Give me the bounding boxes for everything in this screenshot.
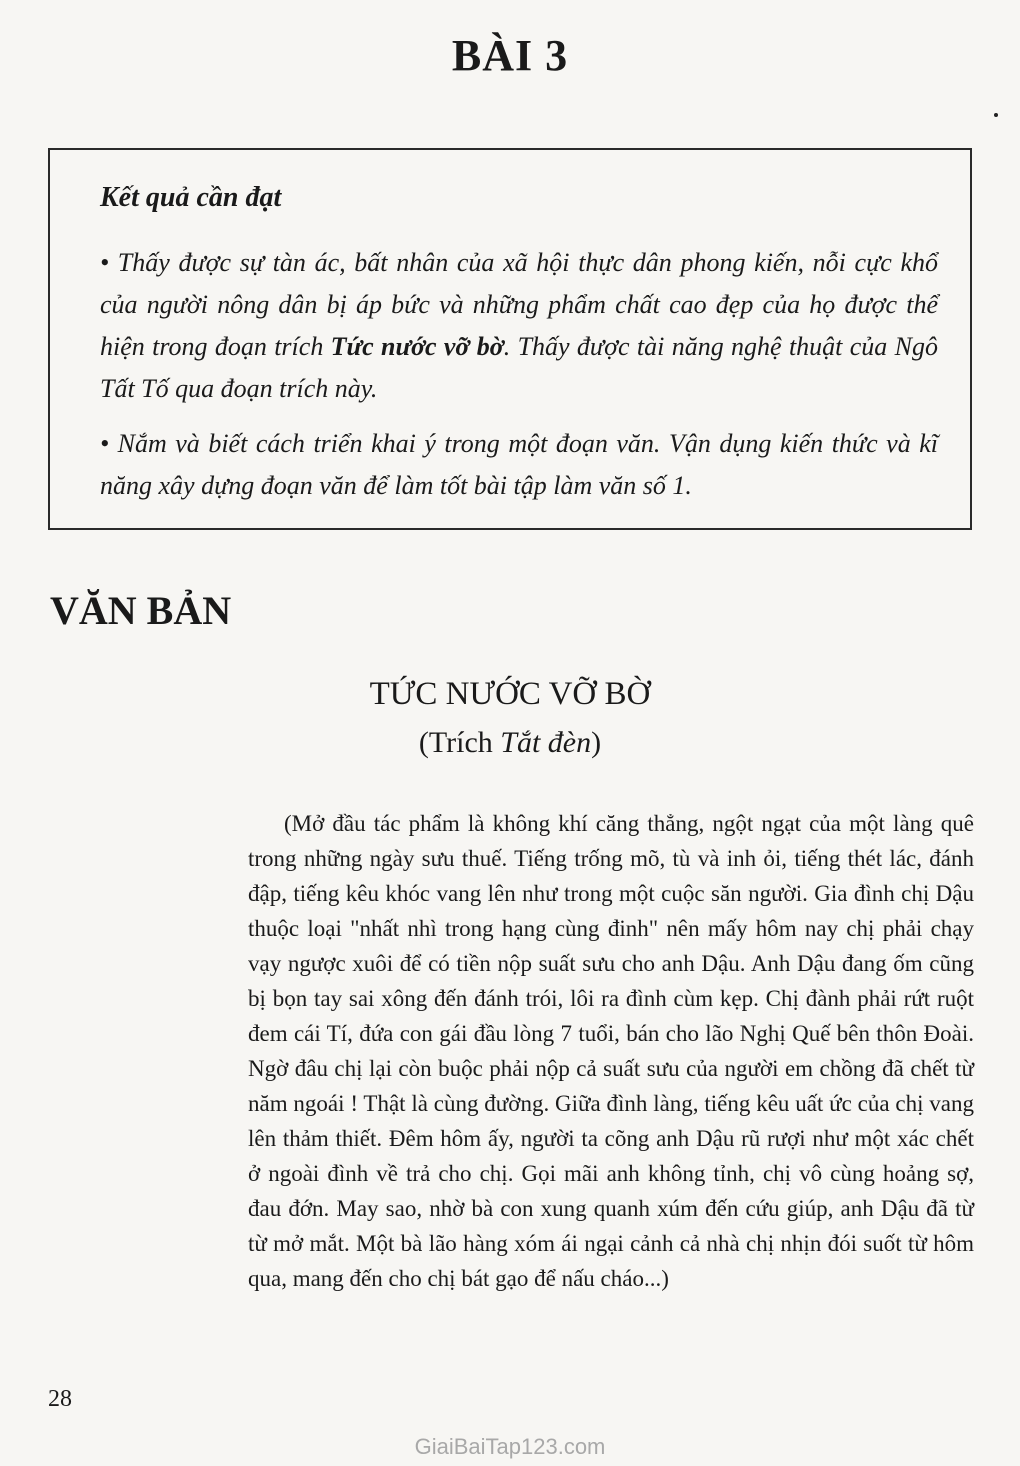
intro-paragraph: (Mở đầu tác phẩm là không khí căng thẳng, ngột ngạt của một làng quê trong những ngày sưu thuế. Tiếng trống mõ, tù và inh ỏi, tiếng thét lác, đánh đập, tiếng kêu khóc vang lên như trong một cuộc săn người. Gia đình chị Dậu thuộc loại "nhất nhì trong hạng cùng đinh" nên mấy hôm nay chị phải chạy vạy ngược xuôi để có tiền nộp suất sưu cho anh Dậu. Anh Dậu đang ốm cũng bị bọn tay sai xông đến đánh trói, lôi ra đình cùm kẹp. Chị đành phải rứt ruột đem cái Tí, đứa con gái đầu lòng 7 tuổi, bán cho lão Nghị Quế bên thôn Đoài. Ngờ đâu chị lại còn buộc phải nộp cả suất sưu của người em chồng đã chết từ năm ngoái ! Thật là cùng đường. Giữa đình làng, tiếng kêu uất ức của chị vang lên thảm thiết. Đêm hôm ấy, người ta cõng anh Dậu rũ rượi như một xác chết ở ngoài đình về trả cho chị. Gọi mãi anh không tỉnh, chị vô cùng hoảng sợ, đau đớn. May sao, nhờ bà con xung quanh xúm đến cứu giúp, anh Dậu đã từ từ mở mắt. Một bà lão hàng xóm ái ngại cảnh cả nhà chị nhịn đói suốt từ hôm qua, mang đến cho chị bát gạo để nấu cháo...) <box>248 811 974 1291</box>
goal-item-2: • Nắm và biết cách triển khai ý trong một đoạn văn. Vận dụng kiến thức và kĩ năng xây dựng đoạn văn để làm tốt bài tập làm văn số 1. <box>100 429 938 500</box>
goal-item-1 <box>100 242 938 410</box>
source-work-title: Tắt đèn <box>500 726 592 759</box>
section-title: VĂN BẢN <box>50 588 232 633</box>
learning-goals-box <box>48 148 972 530</box>
goals-heading: Kết quả cần đạt <box>100 182 282 213</box>
page-number: 28 <box>48 1386 72 1412</box>
goal-1-text-start: • Thấy được sự tàn ác, bất nhân của xã hội thực dân phong kiến, nỗi cực khổ của người nông dân bị áp bức và những phẩm chất cao đẹp của họ được thể hiện trong đoạn trích <box>100 248 938 361</box>
goal-1-text-end: . Thấy được tài năng nghệ thuật của Ngô Tất Tố qua đoạn trích này. <box>100 332 938 403</box>
text-source <box>0 726 1020 760</box>
text-title: TỨC NƯỚC VỠ BỜ <box>369 676 651 712</box>
source-open: (Trích <box>418 726 501 759</box>
lesson-title: BÀI 3 <box>451 31 569 80</box>
watermark: GiaiBaiTap123.com <box>414 1434 606 1459</box>
goal-1-work-title: Tức nước vỡ bờ <box>330 332 504 361</box>
source-close: ) <box>591 726 602 759</box>
print-speck <box>994 113 998 117</box>
